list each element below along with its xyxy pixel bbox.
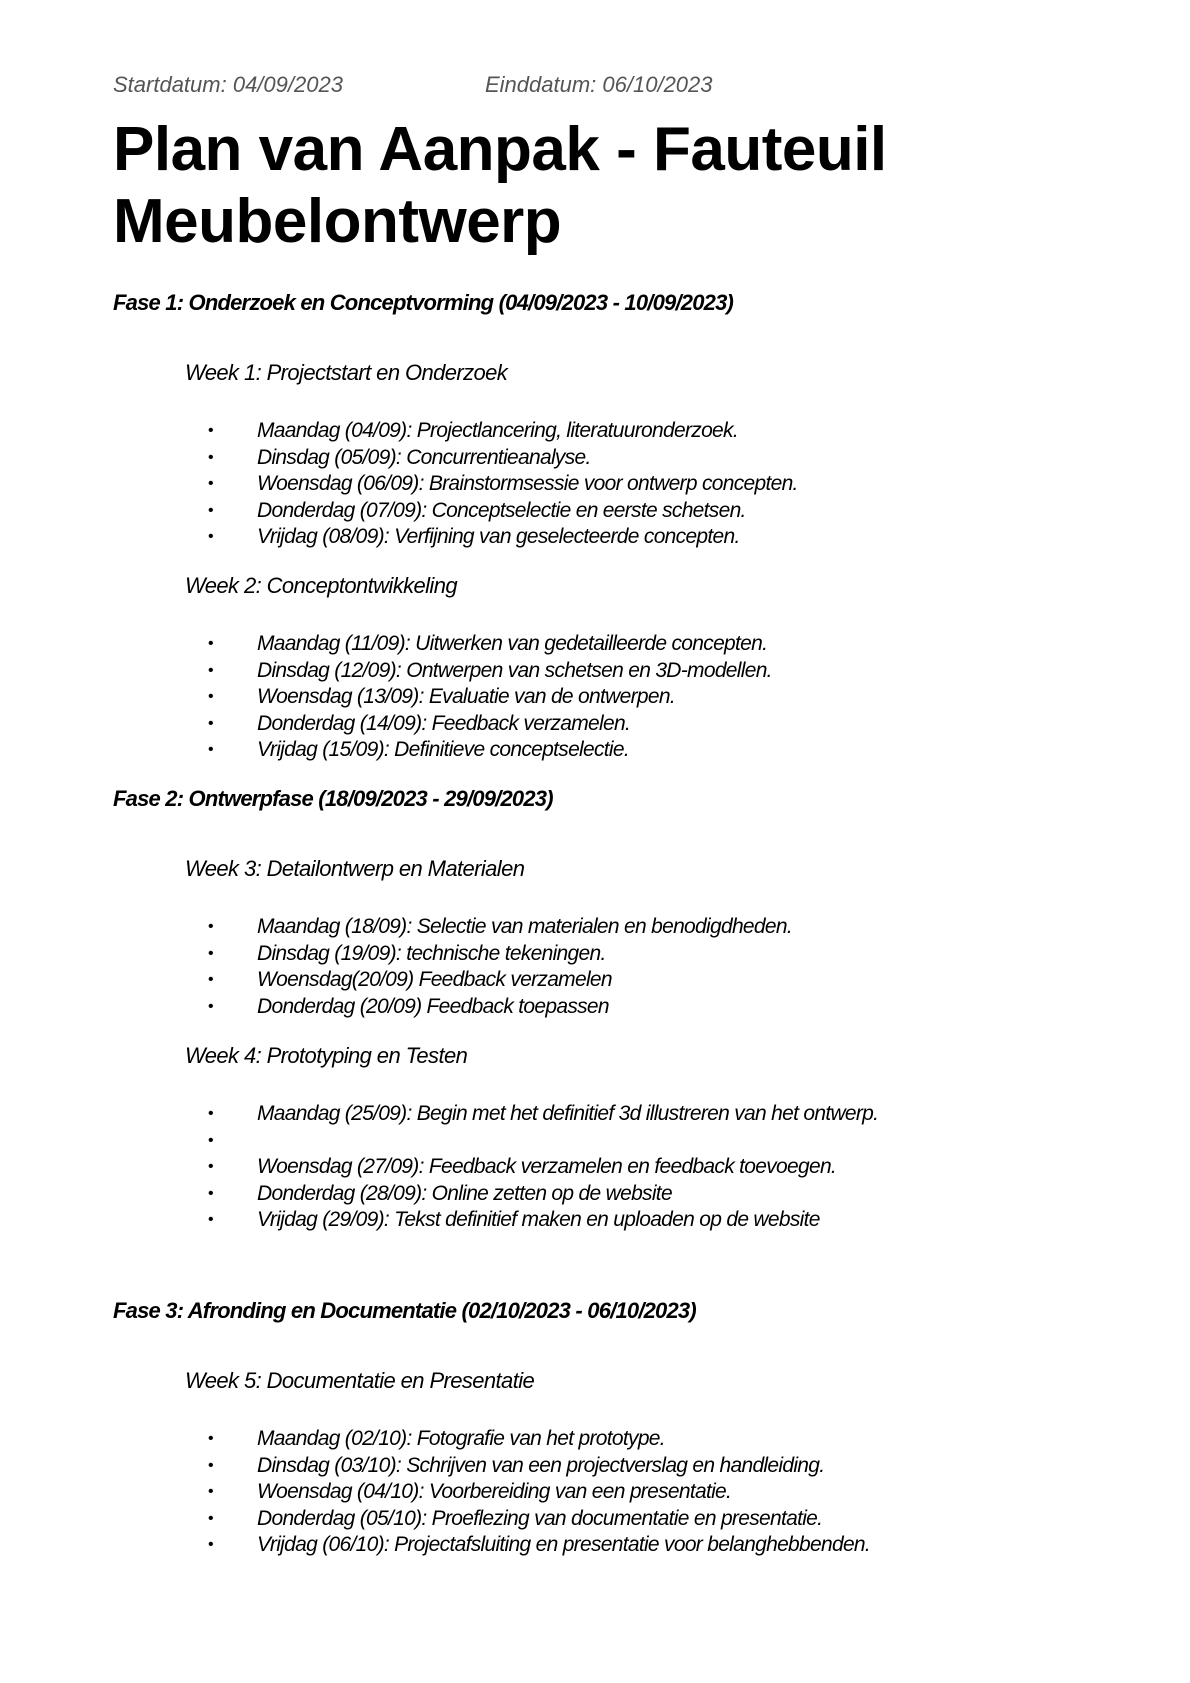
- week-1-heading: Week 1: Projectstart en Onderzoek: [185, 360, 508, 385]
- list-item: [0, 1532, 1100, 1559]
- list-item: [0, 941, 1100, 968]
- start-date: Startdatum: 04/09/2023: [113, 72, 343, 97]
- date-range: [113, 72, 1013, 102]
- bullet: •: [208, 1536, 213, 1553]
- list-item-text: Vrijdag (29/09): Tekst definitief maken en uploaden op de website: [257, 1208, 820, 1231]
- list-item: [0, 1453, 1100, 1480]
- list-item: [0, 1506, 1100, 1533]
- week-3-heading: Week 3: Detailontwerp en Materialen: [185, 856, 525, 881]
- list-item-text: Donderdag (05/10): Proeflezing van documentatie en presentatie.: [257, 1506, 823, 1530]
- list-item-text: Dinsdag (19/09): technische tekeningen.: [257, 941, 606, 965]
- week-4-heading: Week 4: Prototyping en Testen: [185, 1043, 468, 1068]
- list-item-text: Vrijdag (15/09): Definitieve conceptselectie.: [257, 738, 630, 761]
- bullet: •: [208, 1211, 213, 1228]
- week-2-list: [0, 631, 1100, 764]
- bullet: •: [208, 1131, 213, 1149]
- list-item: [0, 658, 1100, 685]
- list-item-text: Woensdag (04/10): Voorbereiding van een presentatie.: [257, 1480, 732, 1503]
- week-5-list: [0, 1426, 1100, 1559]
- bullet: •: [208, 918, 213, 935]
- bullet: •: [208, 1430, 213, 1447]
- bullet: •: [208, 741, 213, 758]
- list-item: [0, 1181, 1100, 1208]
- list-item-text: Maandag (11/09): Uitwerken van gedetailleerde concepten.: [257, 632, 768, 655]
- list-item-text: Woensdag(20/09) Feedback verzamelen: [257, 968, 612, 991]
- list-item-text: Woensdag (06/09): Brainstormsessie voor ontwerp concepten.: [257, 472, 798, 495]
- list-item: [0, 914, 1100, 941]
- week-4-list: [0, 1101, 1100, 1234]
- list-item: [0, 994, 1100, 1021]
- bullet: •: [208, 997, 213, 1015]
- bullet: •: [208, 501, 213, 519]
- bullet: •: [208, 635, 213, 652]
- list-item: [0, 711, 1100, 738]
- list-item: [0, 524, 1100, 551]
- bullet: •: [208, 661, 213, 679]
- list-item: [0, 1479, 1100, 1506]
- bullet: •: [208, 1456, 213, 1474]
- bullet: •: [208, 1184, 213, 1202]
- list-item: [0, 418, 1100, 445]
- list-item-text: Dinsdag (12/09): Ontwerpen van schetsen en 3D-modellen.: [257, 658, 772, 682]
- list-item: [0, 1101, 1100, 1128]
- bullet: •: [208, 448, 213, 466]
- list-item-text: Woensdag (13/09): Evaluatie van de ontwerpen.: [257, 685, 675, 708]
- phase-3-heading: Fase 3: Afronding en Documentatie (02/10/2023 - 06/10/2023): [113, 1298, 696, 1323]
- list-item-text: Vrijdag (08/09): Verfijning van geselecteerde concepten.: [257, 525, 740, 548]
- list-item-text: Dinsdag (05/09): Concurrentieanalyse.: [257, 445, 591, 469]
- list-item: [0, 737, 1100, 764]
- end-date: Einddatum: 06/10/2023: [485, 72, 713, 97]
- bullet: •: [208, 528, 213, 545]
- list-item: [0, 631, 1100, 658]
- bullet: •: [208, 944, 213, 962]
- list-item-text: Donderdag (28/09): Online zetten op de website: [257, 1181, 672, 1205]
- list-item-text: Woensdag (27/09): Feedback verzamelen en feedback toevoegen.: [257, 1155, 837, 1178]
- bullet: •: [208, 1158, 213, 1175]
- week-3-list: [0, 914, 1100, 1020]
- week-1-list: [0, 418, 1100, 551]
- bullet: •: [208, 475, 213, 492]
- list-item: [0, 967, 1100, 994]
- list-item-text: Maandag (18/09): Selectie van materialen en benodigdheden.: [257, 915, 792, 938]
- list-item-text: Maandag (25/09): Begin met het definitief 3d illustreren van het ontwerp.: [257, 1102, 879, 1125]
- bullet: •: [208, 714, 213, 732]
- week-2-heading: Week 2: Conceptontwikkeling: [185, 573, 457, 598]
- list-item: [0, 1154, 1100, 1181]
- list-item: [0, 498, 1100, 525]
- list-item-text: Donderdag (14/09): Feedback verzamelen.: [257, 711, 631, 735]
- bullet: •: [208, 1105, 213, 1122]
- list-item-text: Vrijdag (06/10): Projectafsluiting en presentatie voor belanghebbenden.: [257, 1533, 871, 1556]
- list-item-text: Maandag (04/09): Projectlancering, literatuuronderzoek.: [257, 419, 738, 442]
- bullet: •: [208, 1483, 213, 1500]
- list-item: [0, 1128, 1100, 1155]
- bullet: •: [208, 971, 213, 988]
- bullet: •: [208, 688, 213, 705]
- phase-1-heading: Fase 1: Onderzoek en Conceptvorming (04/09/2023 - 10/09/2023): [113, 290, 734, 315]
- week-5-heading: Week 5: Documentatie en Presentatie: [185, 1368, 535, 1393]
- list-item: [0, 1426, 1100, 1453]
- list-item: [0, 1207, 1100, 1234]
- list-item-text: Maandag (02/10): Fotografie van het prototype.: [257, 1427, 665, 1450]
- list-item-text: Donderdag (20/09) Feedback toepassen: [257, 994, 609, 1018]
- list-item: [0, 471, 1100, 498]
- list-item: [0, 684, 1100, 711]
- phase-2-heading: Fase 2: Ontwerpfase (18/09/2023 - 29/09/2023): [113, 786, 553, 811]
- list-item: [0, 445, 1100, 472]
- list-item-text: Dinsdag (03/10): Schrijven van een projectverslag en handleiding.: [257, 1453, 825, 1477]
- page-title: Plan van Aanpak - Fauteuil Meubelontwerp: [113, 115, 887, 256]
- bullet: •: [208, 1509, 213, 1527]
- bullet: •: [208, 422, 213, 439]
- list-item-text: Donderdag (07/09): Conceptselectie en eerste schetsen.: [257, 498, 746, 522]
